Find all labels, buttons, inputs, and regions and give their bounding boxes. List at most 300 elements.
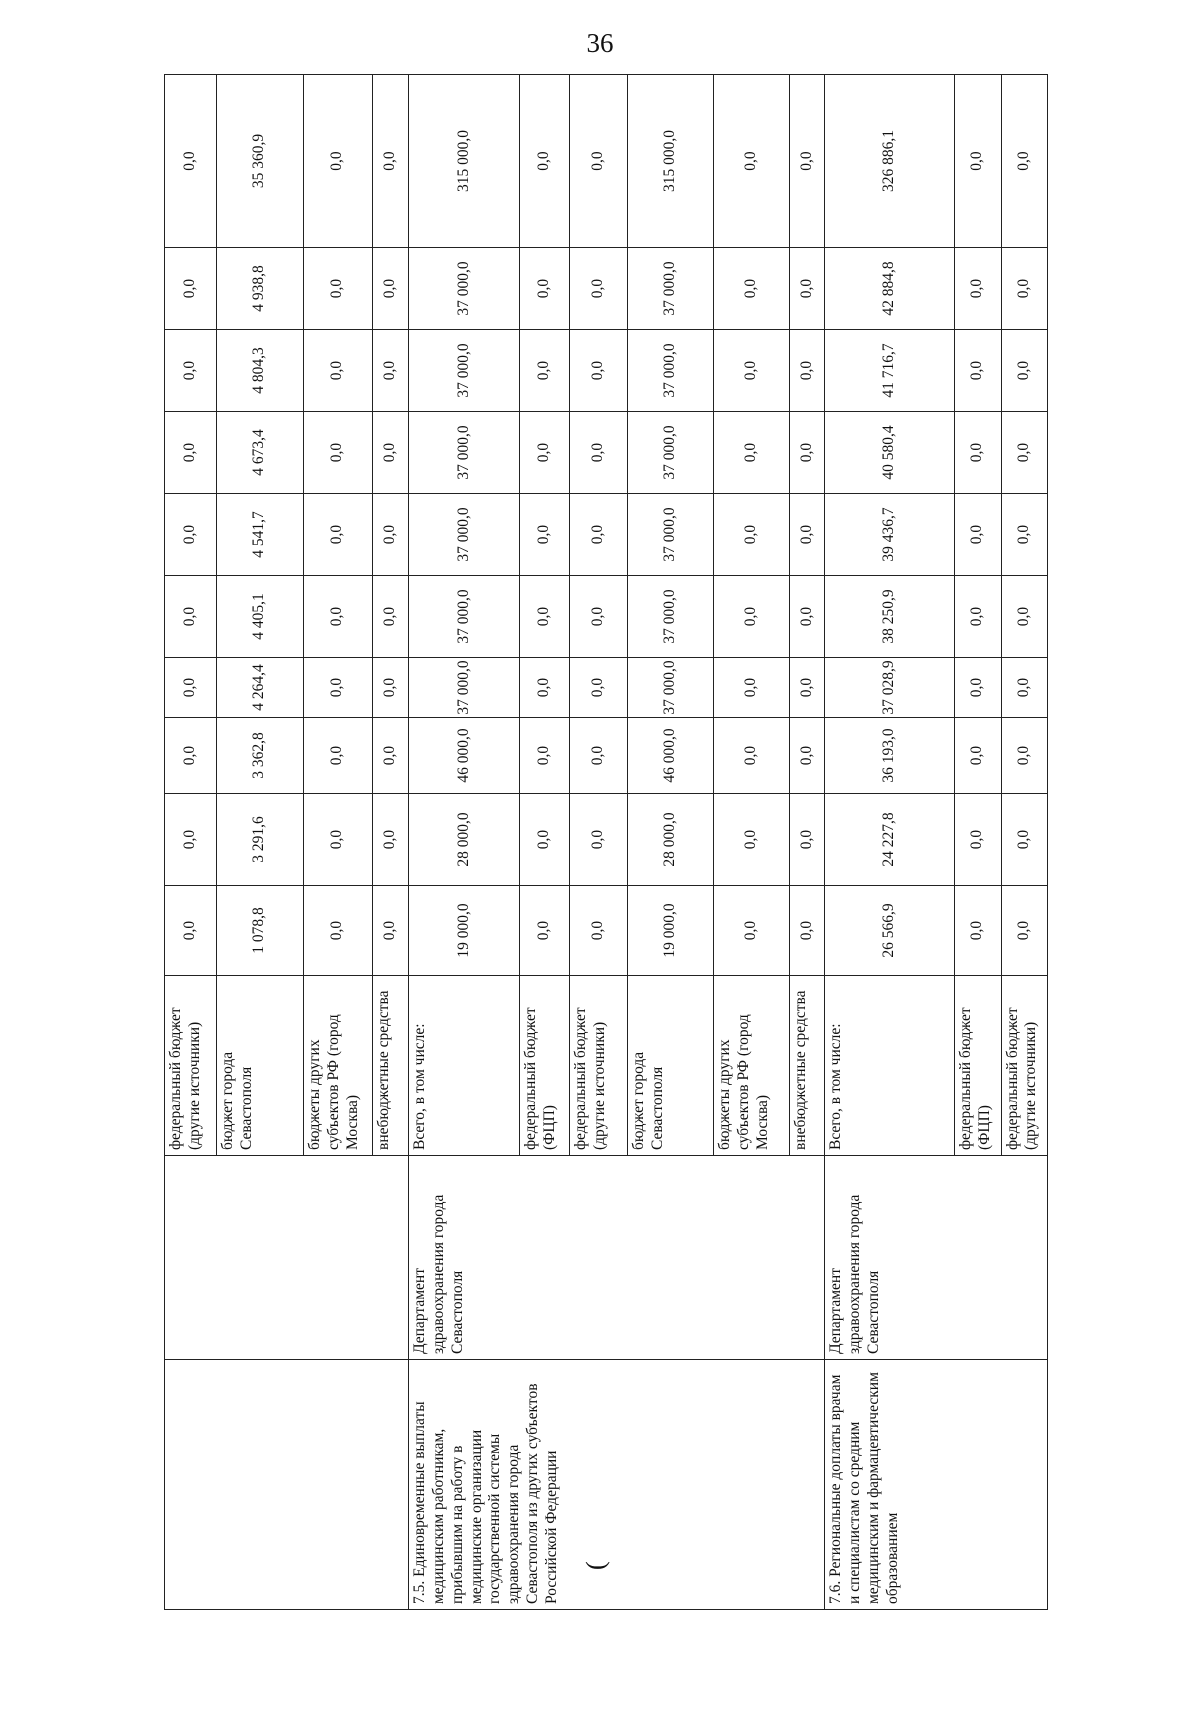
amount-value: 0,0 bbox=[328, 278, 346, 299]
value-cell bbox=[408, 75, 520, 248]
amount-value: 0,0 bbox=[968, 677, 986, 698]
amount-value: 26 566,9 bbox=[879, 903, 897, 958]
measure-cell bbox=[408, 1360, 824, 1610]
value-cell bbox=[217, 330, 304, 412]
value-cell bbox=[954, 718, 1001, 794]
amount-value: 0,0 bbox=[589, 677, 606, 698]
value-cell bbox=[824, 576, 954, 658]
value-cell bbox=[627, 248, 714, 330]
value-cell bbox=[714, 75, 790, 248]
amount-value: 0,0 bbox=[380, 606, 398, 627]
value-cell bbox=[570, 248, 627, 330]
amount-value: 0,0 bbox=[1014, 745, 1032, 766]
value-cell bbox=[373, 658, 409, 718]
funding-source: бюджет города Севастополя bbox=[629, 1051, 666, 1150]
amount-value: 0,0 bbox=[1014, 360, 1032, 381]
funding-source-cell bbox=[373, 976, 409, 1156]
value-cell bbox=[570, 494, 627, 576]
value-cell bbox=[824, 718, 954, 794]
value-cell bbox=[408, 248, 520, 330]
page-number: 36 bbox=[586, 28, 614, 58]
value-cell bbox=[165, 658, 217, 718]
amount-value: 0,0 bbox=[380, 278, 398, 299]
value-cell bbox=[520, 494, 570, 576]
amount-value: 0,0 bbox=[535, 920, 553, 941]
amount-value: 0,0 bbox=[181, 745, 199, 766]
funding-source-cell bbox=[520, 976, 570, 1156]
amount-value: 0,0 bbox=[968, 442, 986, 463]
funding-source: федеральный бюджет (ФЦП) bbox=[522, 1007, 559, 1150]
value-cell bbox=[570, 794, 627, 886]
value-cell bbox=[790, 658, 825, 718]
amount-value: 37 000,0 bbox=[454, 261, 472, 316]
amount-value: 0,0 bbox=[380, 524, 398, 545]
value-cell bbox=[303, 658, 372, 718]
value-cell bbox=[824, 330, 954, 412]
amount-value: 4 804,3 bbox=[250, 347, 268, 394]
amount-value: 37 000,0 bbox=[661, 425, 679, 480]
value-cell bbox=[570, 412, 627, 494]
value-cell bbox=[373, 248, 409, 330]
value-cell bbox=[373, 794, 409, 886]
value-cell bbox=[520, 886, 570, 976]
amount-value: 4 264,4 bbox=[250, 664, 268, 711]
value-cell bbox=[627, 330, 714, 412]
funding-source: федеральный бюджет (ФЦП) bbox=[956, 1007, 993, 1150]
amount-value: 0,0 bbox=[797, 524, 815, 545]
value-cell bbox=[824, 886, 954, 976]
amount-value: 0,0 bbox=[742, 524, 760, 545]
value-cell bbox=[824, 794, 954, 886]
amount-value: 0,0 bbox=[742, 677, 760, 698]
amount-value: 315 000,0 bbox=[454, 130, 472, 192]
value-cell bbox=[954, 412, 1001, 494]
amount-value: 0,0 bbox=[797, 360, 815, 381]
amount-value: 0,0 bbox=[328, 829, 346, 850]
amount-value: 0,0 bbox=[589, 829, 606, 850]
value-cell bbox=[165, 576, 217, 658]
value-cell bbox=[1001, 330, 1048, 412]
value-cell bbox=[1001, 75, 1048, 248]
funding-source-cell bbox=[303, 976, 372, 1156]
amount-value: 0,0 bbox=[968, 151, 986, 171]
value-cell bbox=[217, 658, 304, 718]
amount-value: 0,0 bbox=[968, 829, 986, 850]
amount-value: 0,0 bbox=[380, 829, 398, 850]
amount-value: 37 000,0 bbox=[454, 425, 472, 480]
value-cell bbox=[627, 494, 714, 576]
amount-value: 0,0 bbox=[1014, 524, 1032, 545]
funding-source: внебюджетные средства bbox=[792, 990, 810, 1150]
value-cell bbox=[1001, 658, 1048, 718]
value-cell bbox=[790, 886, 825, 976]
amount-value: 24 227,8 bbox=[879, 812, 897, 867]
amount-value: 0,0 bbox=[968, 360, 986, 381]
amount-value: 39 436,7 bbox=[879, 507, 897, 562]
value-cell bbox=[408, 576, 520, 658]
value-cell bbox=[570, 886, 627, 976]
table-row bbox=[165, 75, 217, 1610]
value-cell bbox=[790, 576, 825, 658]
value-cell bbox=[824, 494, 954, 576]
amount-value: 0,0 bbox=[328, 524, 346, 545]
amount-value: 0,0 bbox=[1014, 829, 1032, 850]
value-cell bbox=[520, 658, 570, 718]
amount-value: 0,0 bbox=[968, 278, 986, 299]
value-cell bbox=[954, 75, 1001, 248]
amount-value: 0,0 bbox=[181, 278, 199, 299]
value-cell bbox=[408, 412, 520, 494]
amount-value: 0,0 bbox=[1014, 151, 1032, 171]
amount-value: 0,0 bbox=[797, 151, 815, 171]
value-cell bbox=[790, 330, 825, 412]
value-cell bbox=[714, 718, 790, 794]
funding-source: Всего, в том числе: bbox=[410, 1023, 428, 1150]
value-cell bbox=[373, 576, 409, 658]
value-cell bbox=[408, 718, 520, 794]
amount-value: 3 291,6 bbox=[250, 816, 268, 863]
amount-value: 40 580,4 bbox=[879, 425, 897, 480]
amount-value: 0,0 bbox=[535, 606, 553, 627]
value-cell bbox=[303, 248, 372, 330]
funding-source-cell bbox=[1001, 976, 1048, 1156]
budget-table bbox=[164, 74, 1048, 1610]
value-cell bbox=[408, 794, 520, 886]
amount-value: 37 000,0 bbox=[661, 660, 679, 715]
value-cell bbox=[520, 576, 570, 658]
funding-source-cell bbox=[790, 976, 825, 1156]
value-cell bbox=[165, 330, 217, 412]
value-cell bbox=[570, 330, 627, 412]
value-cell bbox=[303, 412, 372, 494]
value-cell bbox=[1001, 494, 1048, 576]
value-cell bbox=[627, 658, 714, 718]
value-cell bbox=[714, 576, 790, 658]
value-cell bbox=[408, 658, 520, 718]
value-cell bbox=[303, 576, 372, 658]
amount-value: 4 405,1 bbox=[250, 593, 268, 640]
funding-source: внебюджетные средства bbox=[375, 990, 393, 1150]
amount-value: 28 000,0 bbox=[661, 812, 679, 867]
amount-value: 0,0 bbox=[1014, 677, 1032, 698]
amount-value: 42 884,8 bbox=[879, 261, 897, 316]
amount-value: 0,0 bbox=[328, 360, 346, 381]
amount-value: 0,0 bbox=[181, 442, 199, 463]
funding-source: Всего, в том числе: bbox=[826, 1023, 844, 1150]
value-cell bbox=[570, 75, 627, 248]
amount-value: 0,0 bbox=[535, 360, 553, 381]
value-cell bbox=[373, 886, 409, 976]
amount-value: 37 000,0 bbox=[454, 660, 472, 715]
amount-value: 0,0 bbox=[1014, 442, 1032, 463]
amount-value: 37 000,0 bbox=[454, 589, 472, 644]
value-cell bbox=[165, 794, 217, 886]
amount-value: 0,0 bbox=[589, 151, 606, 171]
amount-value: 0,0 bbox=[589, 745, 606, 766]
value-cell bbox=[520, 412, 570, 494]
amount-value: 0,0 bbox=[742, 829, 760, 850]
amount-value: 37 000,0 bbox=[661, 589, 679, 644]
amount-value: 326 886,1 bbox=[879, 130, 897, 192]
executor-cell bbox=[824, 1156, 1047, 1360]
amount-value: 46 000,0 bbox=[661, 728, 679, 783]
value-cell bbox=[520, 75, 570, 248]
amount-value: 0,0 bbox=[742, 920, 760, 941]
amount-value: 0,0 bbox=[797, 442, 815, 463]
amount-value: 37 000,0 bbox=[661, 261, 679, 316]
amount-value: 0,0 bbox=[380, 677, 398, 698]
value-cell bbox=[303, 794, 372, 886]
value-cell bbox=[1001, 718, 1048, 794]
amount-value: 0,0 bbox=[797, 920, 815, 941]
funding-source-cell bbox=[824, 976, 954, 1156]
value-cell bbox=[520, 794, 570, 886]
amount-value: 37 028,9 bbox=[879, 660, 897, 715]
value-cell bbox=[303, 75, 372, 248]
value-cell bbox=[714, 330, 790, 412]
value-cell bbox=[714, 412, 790, 494]
amount-value: 37 000,0 bbox=[661, 507, 679, 562]
value-cell bbox=[790, 718, 825, 794]
value-cell bbox=[954, 248, 1001, 330]
amount-value: 0,0 bbox=[797, 278, 815, 299]
value-cell bbox=[954, 794, 1001, 886]
amount-value: 0,0 bbox=[380, 360, 398, 381]
amount-value: 0,0 bbox=[328, 677, 346, 698]
value-cell bbox=[165, 886, 217, 976]
amount-value: 0,0 bbox=[742, 360, 760, 381]
amount-value: 0,0 bbox=[181, 920, 199, 941]
amount-value: 46 000,0 bbox=[454, 728, 472, 783]
value-cell bbox=[165, 75, 217, 248]
amount-value: 36 193,0 bbox=[879, 728, 897, 783]
amount-value: 19 000,0 bbox=[454, 903, 472, 958]
amount-value: 0,0 bbox=[181, 360, 199, 381]
amount-value: 41 716,7 bbox=[879, 343, 897, 398]
value-cell bbox=[408, 886, 520, 976]
funding-source: федеральный бюджет (другие источники) bbox=[167, 1007, 203, 1150]
executor-name: Департамент здравоохранения города Севастополя bbox=[826, 1194, 882, 1354]
executor-cell bbox=[165, 1156, 409, 1360]
amount-value: 0,0 bbox=[742, 745, 760, 766]
executor-cell bbox=[408, 1156, 824, 1360]
value-cell bbox=[165, 494, 217, 576]
value-cell bbox=[714, 494, 790, 576]
value-cell bbox=[714, 794, 790, 886]
amount-value: 0,0 bbox=[328, 442, 346, 463]
value-cell bbox=[627, 794, 714, 886]
value-cell bbox=[408, 494, 520, 576]
value-cell bbox=[790, 794, 825, 886]
value-cell bbox=[570, 658, 627, 718]
funding-source-cell bbox=[627, 976, 714, 1156]
executor-name: Департамент здравоохранения города Севастополя bbox=[410, 1194, 466, 1354]
funding-source: бюджеты других субъектов РФ (город Москва) bbox=[305, 1014, 361, 1150]
amount-value: 0,0 bbox=[1014, 606, 1032, 627]
value-cell bbox=[570, 576, 627, 658]
amount-value: 0,0 bbox=[181, 606, 199, 627]
funding-source-cell bbox=[165, 976, 217, 1156]
amount-value: 38 250,9 bbox=[879, 589, 897, 644]
funding-source: федеральный бюджет (другие источники) bbox=[1003, 1007, 1040, 1150]
funding-source-cell bbox=[570, 976, 627, 1156]
value-cell bbox=[303, 330, 372, 412]
value-cell bbox=[217, 494, 304, 576]
value-cell bbox=[165, 412, 217, 494]
value-cell bbox=[217, 886, 304, 976]
value-cell bbox=[824, 412, 954, 494]
value-cell bbox=[627, 412, 714, 494]
amount-value: 1 078,8 bbox=[250, 907, 268, 954]
value-cell bbox=[1001, 576, 1048, 658]
amount-value: 0,0 bbox=[797, 829, 815, 850]
value-cell bbox=[714, 886, 790, 976]
amount-value: 37 000,0 bbox=[454, 507, 472, 562]
amount-value: 3 362,8 bbox=[250, 732, 268, 779]
value-cell bbox=[790, 248, 825, 330]
funding-source-cell bbox=[954, 976, 1001, 1156]
amount-value: 35 360,9 bbox=[250, 133, 268, 189]
value-cell bbox=[165, 248, 217, 330]
value-cell bbox=[954, 494, 1001, 576]
value-cell bbox=[217, 248, 304, 330]
amount-value: 0,0 bbox=[535, 829, 553, 850]
amount-value: 0,0 bbox=[797, 606, 815, 627]
amount-value: 0,0 bbox=[181, 677, 199, 698]
value-cell bbox=[714, 248, 790, 330]
amount-value: 0,0 bbox=[328, 606, 346, 627]
value-cell bbox=[520, 718, 570, 794]
amount-value: 0,0 bbox=[968, 606, 986, 627]
value-cell bbox=[824, 658, 954, 718]
funding-source-cell bbox=[217, 976, 304, 1156]
value-cell bbox=[790, 412, 825, 494]
measure-cell bbox=[165, 1360, 409, 1610]
value-cell bbox=[824, 248, 954, 330]
amount-value: 0,0 bbox=[380, 151, 398, 171]
amount-value: 0,0 bbox=[328, 920, 346, 941]
funding-source: бюджеты других субъектов РФ (город Москва) bbox=[716, 1014, 772, 1150]
amount-value: 4 673,4 bbox=[250, 429, 268, 476]
value-cell bbox=[217, 718, 304, 794]
amount-value: 37 000,0 bbox=[454, 343, 472, 398]
amount-value: 0,0 bbox=[328, 745, 346, 766]
amount-value: 0,0 bbox=[742, 442, 760, 463]
amount-value: 0,0 bbox=[181, 829, 199, 850]
amount-value: 0,0 bbox=[535, 677, 553, 698]
value-cell bbox=[303, 494, 372, 576]
value-cell bbox=[1001, 248, 1048, 330]
value-cell bbox=[1001, 886, 1048, 976]
amount-value: 0,0 bbox=[589, 606, 606, 627]
value-cell bbox=[520, 330, 570, 412]
amount-value: 0,0 bbox=[589, 360, 606, 381]
value-cell bbox=[627, 718, 714, 794]
amount-value: 0,0 bbox=[181, 524, 199, 545]
measure-title: 7.6. Региональные доплаты врачам и специалистам со средним медицинским и фармацевтическим образованием bbox=[826, 1372, 901, 1604]
value-cell bbox=[373, 412, 409, 494]
amount-value: 0,0 bbox=[968, 524, 986, 545]
value-cell bbox=[373, 330, 409, 412]
funding-source: федеральный бюджет (другие источники) bbox=[572, 1007, 609, 1150]
value-cell bbox=[165, 718, 217, 794]
funding-source-cell bbox=[714, 976, 790, 1156]
amount-value: 0,0 bbox=[797, 745, 815, 766]
value-cell bbox=[373, 494, 409, 576]
amount-value: 0,0 bbox=[380, 745, 398, 766]
amount-value: 19 000,0 bbox=[661, 903, 679, 958]
amount-value: 0,0 bbox=[1014, 920, 1032, 941]
amount-value: 0,0 bbox=[589, 524, 606, 545]
amount-value: 0,0 bbox=[1014, 278, 1032, 299]
value-cell bbox=[954, 330, 1001, 412]
amount-value: 0,0 bbox=[589, 920, 606, 941]
value-cell bbox=[714, 658, 790, 718]
amount-value: 0,0 bbox=[181, 151, 199, 171]
funding-source-cell bbox=[408, 976, 520, 1156]
funding-source: бюджет города Севастополя bbox=[219, 1051, 255, 1150]
amount-value: 0,0 bbox=[742, 278, 760, 299]
value-cell bbox=[217, 75, 304, 248]
value-cell bbox=[954, 658, 1001, 718]
value-cell bbox=[408, 330, 520, 412]
value-cell bbox=[627, 75, 714, 248]
rotated-table-wrapper bbox=[164, 75, 1048, 1610]
value-cell bbox=[627, 886, 714, 976]
amount-value: 0,0 bbox=[535, 151, 553, 171]
value-cell bbox=[217, 794, 304, 886]
value-cell bbox=[954, 886, 1001, 976]
amount-value: 0,0 bbox=[535, 442, 553, 463]
value-cell bbox=[303, 886, 372, 976]
handwritten-mark: ( bbox=[581, 1561, 611, 1570]
amount-value: 0,0 bbox=[535, 278, 553, 299]
table-body bbox=[165, 75, 1048, 1610]
measure-cell bbox=[824, 1360, 1047, 1610]
table-row bbox=[408, 75, 520, 1610]
measure-title: 7.5. Единовременные выплаты медицинским работникам, прибывшим на работу в медицинские организации государственной системы здравоохранения города Севастополя из других субъектов Российской Федерации bbox=[410, 1383, 561, 1604]
amount-value: 0,0 bbox=[380, 442, 398, 463]
table-row bbox=[824, 75, 954, 1610]
value-cell bbox=[790, 75, 825, 248]
amount-value: 0,0 bbox=[968, 920, 986, 941]
value-cell bbox=[627, 576, 714, 658]
value-cell bbox=[520, 248, 570, 330]
amount-value: 0,0 bbox=[742, 606, 760, 627]
amount-value: 0,0 bbox=[589, 442, 606, 463]
amount-value: 28 000,0 bbox=[454, 812, 472, 867]
amount-value: 315 000,0 bbox=[661, 130, 679, 192]
value-cell bbox=[1001, 412, 1048, 494]
amount-value: 4 541,7 bbox=[250, 511, 268, 558]
value-cell bbox=[824, 75, 954, 248]
amount-value: 4 938,8 bbox=[250, 265, 268, 312]
amount-value: 0,0 bbox=[535, 745, 553, 766]
value-cell bbox=[373, 718, 409, 794]
value-cell bbox=[1001, 794, 1048, 886]
value-cell bbox=[570, 718, 627, 794]
amount-value: 0,0 bbox=[380, 920, 398, 941]
value-cell bbox=[217, 412, 304, 494]
amount-value: 0,0 bbox=[535, 524, 553, 545]
value-cell bbox=[303, 718, 372, 794]
value-cell bbox=[217, 576, 304, 658]
amount-value: 0,0 bbox=[328, 151, 346, 171]
value-cell bbox=[373, 75, 409, 248]
amount-value: 37 000,0 bbox=[661, 343, 679, 398]
amount-value: 0,0 bbox=[797, 677, 815, 698]
amount-value: 0,0 bbox=[968, 745, 986, 766]
